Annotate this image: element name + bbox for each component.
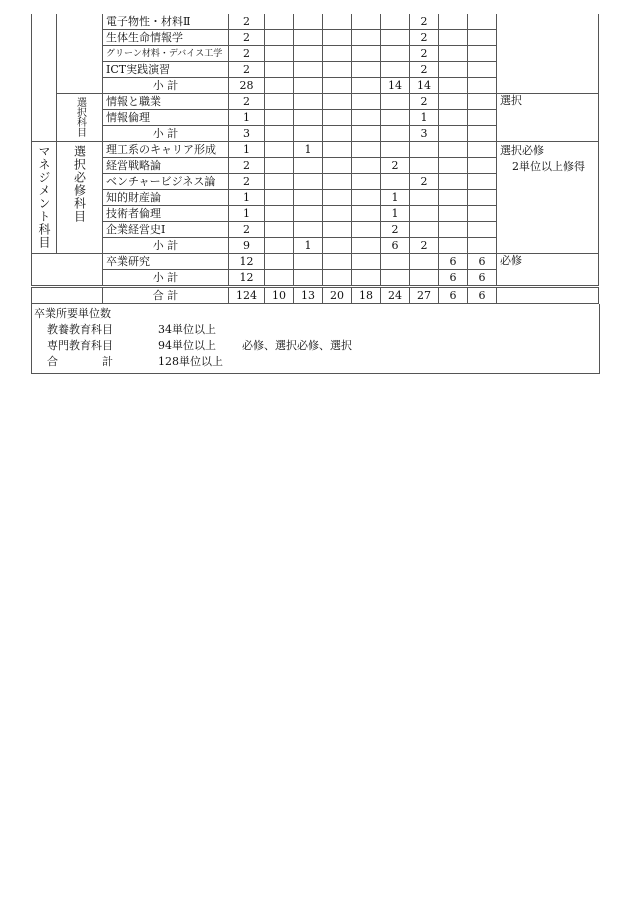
curriculum-document (31, 14, 598, 374)
subtotal-label: 小 計 (103, 270, 229, 287)
credits: 2 (229, 46, 265, 62)
credit-value: 2 (410, 14, 439, 30)
table-row (32, 94, 599, 110)
requirement-label: 教養教育科目 (47, 323, 113, 336)
course-name: 卒業研究 (103, 254, 229, 270)
elective-group-label: 選択科目 (57, 94, 103, 142)
credit-value: 6 (468, 270, 497, 287)
credit-value: 2 (410, 238, 439, 254)
credits: 12 (229, 254, 265, 270)
total-value: 24 (381, 287, 410, 304)
graduation-group-blank (32, 254, 103, 287)
note-cell-blank (497, 14, 599, 94)
course-name: 経営戦略論 (103, 158, 229, 174)
credit-value: 6 (381, 238, 410, 254)
course-name: 生体生命情報学 (103, 30, 229, 46)
table-row (32, 14, 599, 30)
credits: 1 (229, 206, 265, 222)
credits: 2 (229, 30, 265, 46)
credits: 1 (229, 110, 265, 126)
credit-value: 1 (294, 142, 323, 158)
note-line: 選択必修 (500, 144, 544, 157)
requirement-row (34, 338, 599, 354)
credit-value: 6 (439, 254, 468, 270)
credit-value: 1 (410, 110, 439, 126)
course-name: ベンチャービジネス論 (103, 174, 229, 190)
subtotal-label: 小 計 (103, 126, 229, 142)
course-name: 技術者倫理 (103, 206, 229, 222)
credit-value: 2 (410, 174, 439, 190)
subtotal-label: 小 計 (103, 78, 229, 94)
course-name: 情報倫理 (103, 110, 229, 126)
credit-value: 6 (468, 254, 497, 270)
credit-value: 2 (410, 94, 439, 110)
credits: 2 (229, 222, 265, 238)
credits: 28 (229, 78, 265, 94)
total-value: 20 (323, 287, 352, 304)
credit-value: 6 (439, 270, 468, 287)
course-name: 企業経営史Ⅰ (103, 222, 229, 238)
requirement-value: 128単位以上 (158, 355, 223, 368)
category-cell-blank (32, 14, 57, 142)
credits: 12 (229, 270, 265, 287)
total-value: 6 (468, 287, 497, 304)
credit-value: 2 (381, 222, 410, 238)
requirement-label: 専門教育科目 (47, 339, 113, 352)
credit-value: 14 (381, 78, 410, 94)
credits: 1 (229, 142, 265, 158)
note-cell: 必修 (497, 254, 599, 287)
course-name: 電子物性・材料Ⅱ (103, 14, 229, 30)
credit-value: 2 (381, 158, 410, 174)
course-name: 知的財産論 (103, 190, 229, 206)
requirement-row (34, 354, 599, 370)
total-value: 6 (439, 287, 468, 304)
note-cell: 選択 (497, 94, 599, 142)
credit-value: 2 (410, 62, 439, 78)
requirement-value: 94単位以上 (158, 339, 216, 352)
course-name: 情報と職業 (103, 94, 229, 110)
credit-value: 14 (410, 78, 439, 94)
required-elective-label: 選択必修科目 (57, 142, 103, 254)
table-row (32, 254, 599, 270)
credits: 2 (229, 94, 265, 110)
credits: 1 (229, 190, 265, 206)
subtotal-label: 小 計 (103, 238, 229, 254)
course-name: グリーン材料・デバイス工学 (103, 46, 229, 62)
graduation-requirements (31, 304, 600, 374)
credit-value: 2 (410, 46, 439, 62)
total-value: 27 (410, 287, 439, 304)
course-name: ICT実践演習 (103, 62, 229, 78)
total-value: 18 (352, 287, 381, 304)
credits: 2 (229, 158, 265, 174)
credits: 3 (229, 126, 265, 142)
requirements-title: 卒業所要単位数 (34, 307, 111, 320)
course-name: 理工系のキャリア形成 (103, 142, 229, 158)
table-row (32, 142, 599, 158)
total-value: 13 (294, 287, 323, 304)
requirement-extra: 必修、選択必修、選択 (242, 339, 352, 352)
credit-value: 3 (410, 126, 439, 142)
total-value: 124 (229, 287, 265, 304)
note-line: 2単位以上修得 (512, 160, 585, 173)
note-cell (497, 142, 599, 254)
requirement-value: 34単位以上 (158, 323, 216, 336)
total-value: 10 (265, 287, 294, 304)
credit-value: 1 (294, 238, 323, 254)
credits: 9 (229, 238, 265, 254)
total-group-blank (32, 287, 103, 304)
grand-total-label: 合 計 (103, 287, 229, 304)
management-category-label: マネジメント科目 (32, 142, 57, 254)
grand-total-row (32, 287, 599, 304)
group-cell-blank (57, 14, 103, 94)
note-cell-blank (497, 287, 599, 304)
credits: 2 (229, 62, 265, 78)
curriculum-table (31, 14, 599, 304)
credits: 2 (229, 174, 265, 190)
credit-value: 1 (381, 206, 410, 222)
credits: 2 (229, 14, 265, 30)
requirement-row (34, 322, 599, 338)
requirement-label: 合 計 (47, 355, 113, 368)
credit-value: 2 (410, 30, 439, 46)
credit-value: 1 (381, 190, 410, 206)
